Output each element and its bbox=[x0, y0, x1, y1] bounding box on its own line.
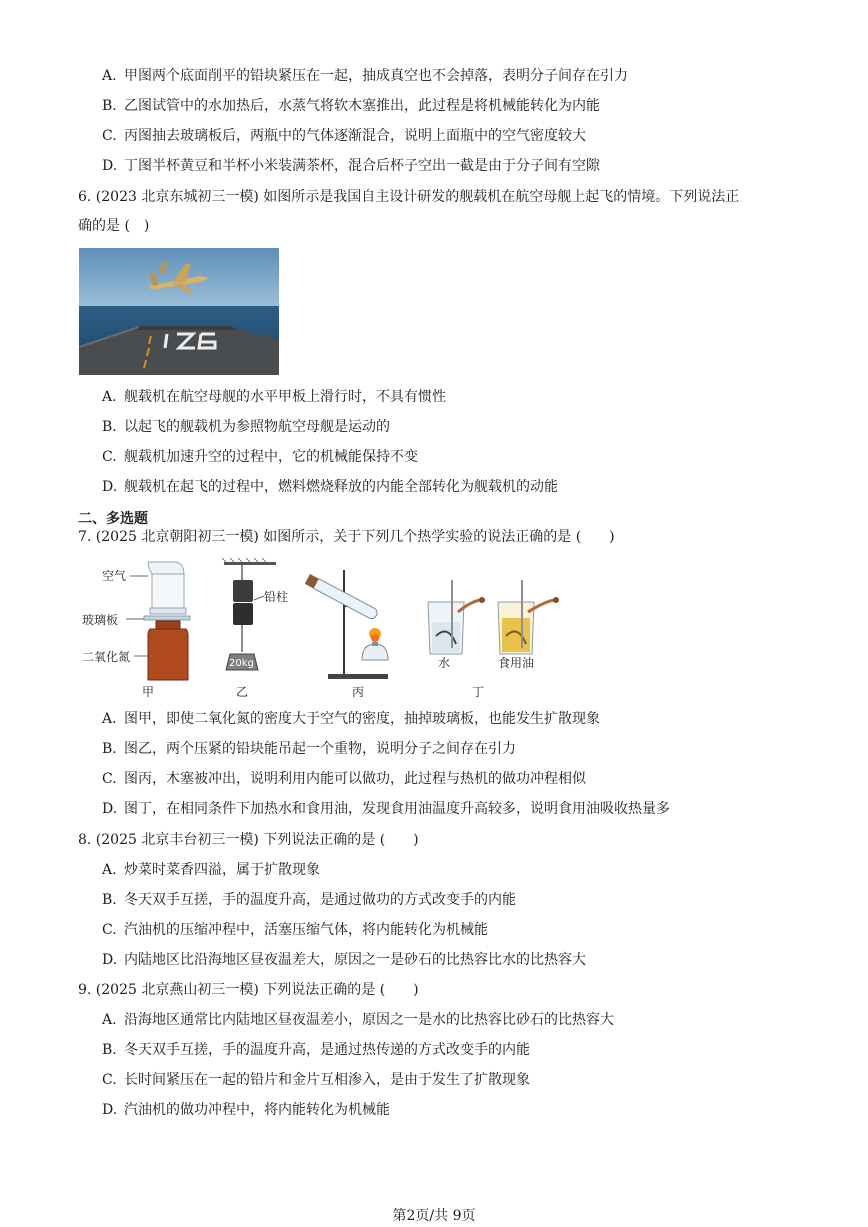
alcohol-lamp bbox=[362, 644, 388, 660]
caption-jia: 甲 bbox=[142, 685, 155, 698]
caption-bing: 丙 bbox=[352, 685, 365, 698]
q9-option-c: C. 长时间紧压在一起的铅片和金片互相渗入，是由于发生了扩散现象 bbox=[102, 1072, 530, 1088]
q6-option-a: A. 舰载机在航空母舰的水平甲板上滑行时，不具有惯性 bbox=[102, 389, 446, 405]
caption-ding: 丁 bbox=[472, 685, 485, 698]
lead-cylinder-bottom bbox=[233, 603, 253, 625]
q6-stem-line2: 确的是 ( ) bbox=[78, 218, 150, 234]
label-no2: 二氧化氮 bbox=[82, 650, 131, 664]
q9-option-a: A. 沿海地区通常比内陆地区昼夜温差小，原因之一是水的比热容比砂石的比热容大 bbox=[102, 1012, 614, 1028]
q7-experiment-figure bbox=[76, 556, 596, 698]
q7-experiment-svg bbox=[76, 556, 596, 698]
beaker-water bbox=[428, 580, 485, 654]
label-oil: 食用油 bbox=[498, 656, 535, 670]
q5-option-c: C. 丙图抽去玻璃板后，两瓶中的气体逐渐混合，说明上面瓶中的空气密度较大 bbox=[102, 128, 586, 144]
q6-option-b: B. 以起飞的舰载机为参照物航空母舰是运动的 bbox=[102, 419, 390, 435]
stand-base bbox=[328, 674, 388, 679]
lead-cylinder-top bbox=[233, 580, 253, 602]
caption-yi: 乙 bbox=[236, 685, 249, 698]
q5-option-a: A. 甲图两个底面削平的铅块紧压在一起，抽成真空也不会掉落，表明分子间存在引力 bbox=[102, 68, 628, 84]
q8-option-b: B. 冬天双手互搓，手的温度升高，是通过做功的方式改变手的内能 bbox=[102, 892, 516, 908]
test-tube bbox=[305, 574, 379, 620]
label-glass-plate: 玻璃板 bbox=[82, 613, 119, 627]
weight-label: 20kg bbox=[229, 658, 254, 669]
glass-plate bbox=[144, 616, 190, 620]
carrier-takeoff-photo bbox=[79, 248, 279, 375]
beaker-oil bbox=[498, 580, 559, 654]
q8-stem: 8. (2025 北京丰台初三一模) 下列说法正确的是 ( ) bbox=[78, 832, 419, 848]
jar-air bbox=[148, 562, 186, 614]
q5-option-d: D. 丁图半杯黄豆和半杯小米装满茶杯，混合后杯子空出一截是由于分子间有空隙 bbox=[102, 158, 600, 174]
label-air: 空气 bbox=[102, 569, 127, 583]
q7-option-d: D. 图丁，在相同条件下加热水和食用油，发现食用油温度升高较多，说明食用油吸收热量多 bbox=[102, 801, 670, 817]
q8-option-c: C. 汽油机的压缩冲程中，活塞压缩气体，将内能转化为机械能 bbox=[102, 922, 488, 938]
q6-option-c: C. 舰载机加速升空的过程中，它的机械能保持不变 bbox=[102, 449, 418, 465]
q7-stem: 7. (2025 北京朝阳初三一模) 如图所示，关于下列几个热学实验的说法正确的是 ( ) bbox=[78, 529, 615, 545]
ceiling-bar bbox=[224, 562, 276, 565]
q9-option-b: B. 冬天双手互搓，手的温度升高，是通过热传递的方式改变手的内能 bbox=[102, 1042, 530, 1058]
label-lead-cylinder: 铅柱 bbox=[264, 590, 289, 604]
q9-option-d: D. 汽油机的做功冲程中，将内能转化为机械能 bbox=[102, 1102, 390, 1118]
q9-stem: 9. (2025 北京燕山初三一模) 下列说法正确的是 ( ) bbox=[78, 982, 419, 998]
q6-stem-line1: 6. (2023 北京东城初三一模) 如图所示是我国自主设计研发的舰载机在航空母舰上起飞的情境。下列说法正 bbox=[78, 189, 740, 205]
q6-option-d: D. 舰载机在起飞的过程中，燃料燃烧释放的内能全部转化为舰载机的动能 bbox=[102, 479, 558, 495]
q7-option-b: B. 图乙，两个压紧的铅块能吊起一个重物，说明分子之间存在引力 bbox=[102, 741, 516, 757]
label-water: 水 bbox=[438, 656, 451, 670]
page-number: 第2页/共 9页 bbox=[392, 1208, 476, 1224]
q8-option-d: D. 内陆地区比沿海地区昼夜温差大，原因之一是砂石的比热容比水的比热容大 bbox=[102, 952, 586, 968]
q8-option-a: A. 炒菜时菜香四溢，属于扩散现象 bbox=[102, 862, 320, 878]
q5-option-b: B. 乙图试管中的水加热后，水蒸气将软木塞推出，此过程是将机械能转化为内能 bbox=[102, 98, 600, 114]
q7-option-c: C. 图丙，木塞被冲出，说明利用内能可以做功，此过程与热机的做功冲程相似 bbox=[102, 771, 586, 787]
section-title-multiple-choice: 二、多选题 bbox=[78, 511, 148, 527]
jar-no2 bbox=[148, 621, 188, 680]
q7-option-a: A. 图甲，即使二氧化氮的密度大于空气的密度，抽掉玻璃板，也能发生扩散现象 bbox=[102, 711, 600, 727]
